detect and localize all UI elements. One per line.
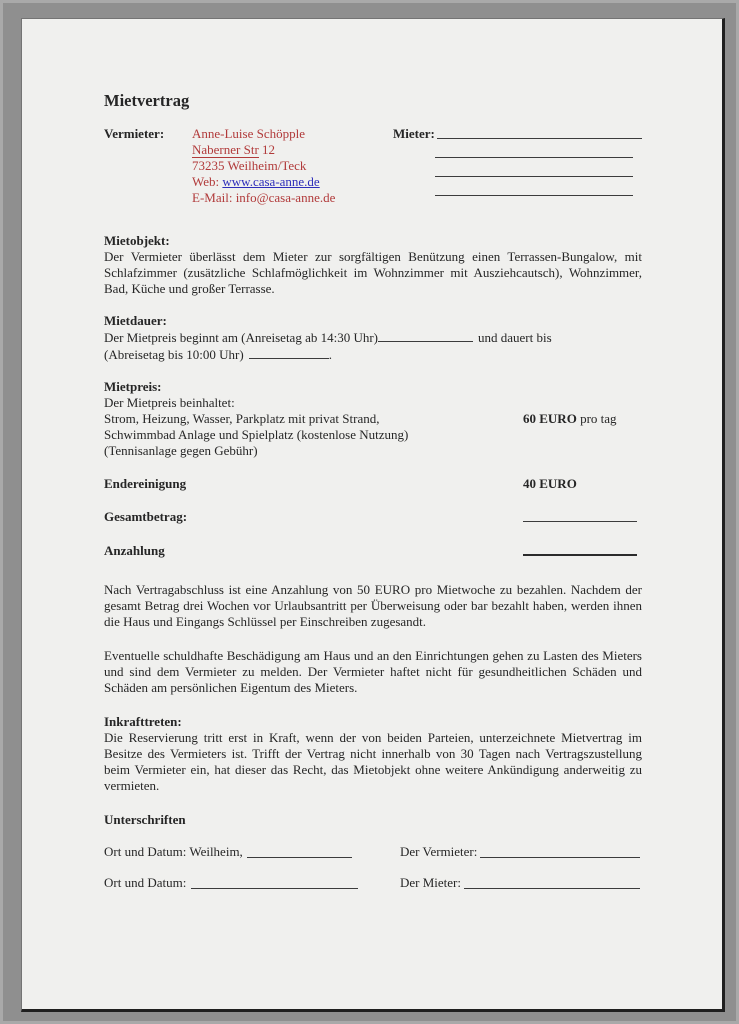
departure-text: (Abreisetag bis 10:00 Uhr) [104, 347, 244, 362]
mietpreis-item1: Strom, Heizung, Wasser, Parkplatz mit privat Strand, [104, 411, 380, 426]
tenant-blank-line [435, 180, 633, 196]
landlord-street-number: 12 [258, 142, 276, 157]
gesamtbetrag-label: Gesamtbetrag: [104, 509, 188, 524]
mietpreis-row1 [104, 411, 642, 427]
inkrafttreten-body: Die Reservierung tritt erst in Kraft, wenn der von beiden Parteien, unterzeichnete Mietvertrag im Besitze des Vermieters ist. Trifft der Vertrag nicht innerhalb von 30 Tagen nach Vertragszustellung beim Vermieter ein, hat dieser das Recht, das Mietobjekt ohne weitere Ankündigung anderweitig zu vermieten. [104, 730, 642, 793]
endreinigung-value: 40 EURO [523, 476, 577, 491]
tenant-name-line [437, 126, 642, 139]
row-anzahlung [104, 543, 642, 560]
period-text: . [328, 347, 332, 362]
tenant-label: Mieter: [393, 126, 435, 141]
rate-value: 60 EURO [523, 411, 577, 426]
signature-row-1 [104, 844, 642, 860]
duration-text: und dauert bis [478, 330, 552, 345]
inkrafttreten-heading: Inkrafttreten: [104, 714, 182, 729]
vermieter-signature-label: Der Vermieter: [400, 844, 478, 859]
website-link[interactable]: www.casa-anne.de [222, 174, 320, 189]
date-line-2 [191, 875, 358, 889]
tenant-row [393, 126, 642, 142]
document-page [21, 18, 725, 1012]
mietobjekt-body: Der Vermieter überlässt dem Mieter zur sorgfältigen Benützung einen Terrassen-Bungalow, mit Schlafzimmer (zusätzliche Schlafmöglichkeit im Wohnzimmer mit Ausziehcautsch), Wohnzimmer, Bad, Küche und großer Terrasse. [104, 249, 642, 296]
paragraph-anzahlung: Nach Vertragabschluss ist eine Anzahlung von 50 EURO pro Mietwoche zu bezahlen. Nachdem der gesamt Betrag drei Wochen vor Urlaubsantritt per Überweisung oder bar bezahlt haben, werden ihnen die Haus und Eingangs Schlüssel per Einschreiben zugesandt. [104, 582, 642, 629]
landlord-street [192, 142, 393, 158]
section-mietdauer [104, 313, 642, 363]
daily-rate [523, 411, 642, 427]
unterschriften-heading: Unterschriften [104, 812, 186, 827]
mieter-signature-line [464, 875, 640, 889]
email-label: E-Mail: [192, 190, 236, 205]
landlord-name: Anne-Luise Schöpple [192, 126, 306, 141]
date-line-1 [247, 844, 352, 858]
endreinigung-label: Endereinigung [104, 476, 187, 491]
mietpreis-item2: Schwimmbad Anlage und Spielplatz (kostenlose Nutzung) [104, 427, 409, 442]
mietpreis-item3: (Tennisanlage gegen Gebühr) [104, 443, 258, 458]
tenant-blank-row [393, 180, 642, 199]
ort-datum-label: Ort und Datum: [104, 875, 187, 890]
mieter-signature-label: Der Mieter: [400, 875, 462, 890]
mietpreis-intro: Der Mietpreis beinhaltet: [104, 395, 235, 410]
sig2-right [400, 875, 642, 891]
sig1-left [104, 844, 400, 860]
tenant-blank-row [393, 142, 642, 161]
ort-datum-weilheim-label: Ort und Datum: Weilheim, [104, 844, 243, 859]
mietdauer-line1 [104, 329, 642, 346]
landlord-email-row [192, 190, 393, 206]
arrival-text: Der Mietpreis beginnt am (Anreisetag ab 14:30 Uhr) [104, 330, 379, 345]
departure-date-line [249, 346, 329, 359]
mietobjekt-heading: Mietobjekt: [104, 233, 170, 248]
gesamtbetrag-line [523, 509, 637, 522]
anzahlung-label: Anzahlung [104, 543, 165, 558]
anzahlung-line [523, 543, 637, 556]
mietdauer-heading: Mietdauer: [104, 313, 167, 328]
landlord-address [192, 126, 393, 206]
tenant-block [393, 126, 642, 206]
rate-unit: pro tag [576, 411, 617, 426]
landlord-label: Vermieter: [104, 126, 165, 141]
tenant-blank-line [435, 161, 633, 177]
landlord-street-name: Naberner Str [192, 142, 259, 157]
mietdauer-line2 [104, 346, 642, 363]
sig1-right [400, 844, 642, 860]
landlord-web-row [192, 174, 393, 190]
section-mietobjekt [104, 233, 642, 297]
signature-row-2 [104, 875, 642, 891]
arrival-date-line [378, 329, 473, 342]
tenant-blank-line [435, 142, 633, 158]
landlord-city: 73235 Weilheim/Teck [192, 158, 307, 173]
page-title: Mietvertrag [104, 91, 190, 110]
section-inkrafttreten [104, 714, 642, 794]
mietpreis-heading: Mietpreis: [104, 379, 162, 394]
vermieter-signature-line [480, 844, 640, 858]
paragraph-haftung: Eventuelle schuldhafte Beschädigung am Haus und an den Einrichtungen gehen zu Lasten des Mieters und sind dem Vermieter zu melden. Der Vermieter haftet nicht für gesundheitlichen Schäden und Schäden am persönlichen Eigentum des Mieters. [104, 648, 642, 695]
parties-block [104, 126, 642, 206]
row-endreinigung [104, 476, 642, 492]
tenant-blank-row [393, 161, 642, 180]
email-value: info@casa-anne.de [235, 190, 336, 205]
sig2-left [104, 875, 400, 891]
web-label: Web: [192, 174, 223, 189]
row-gesamtbetrag [104, 509, 642, 526]
section-mietpreis [104, 379, 642, 459]
